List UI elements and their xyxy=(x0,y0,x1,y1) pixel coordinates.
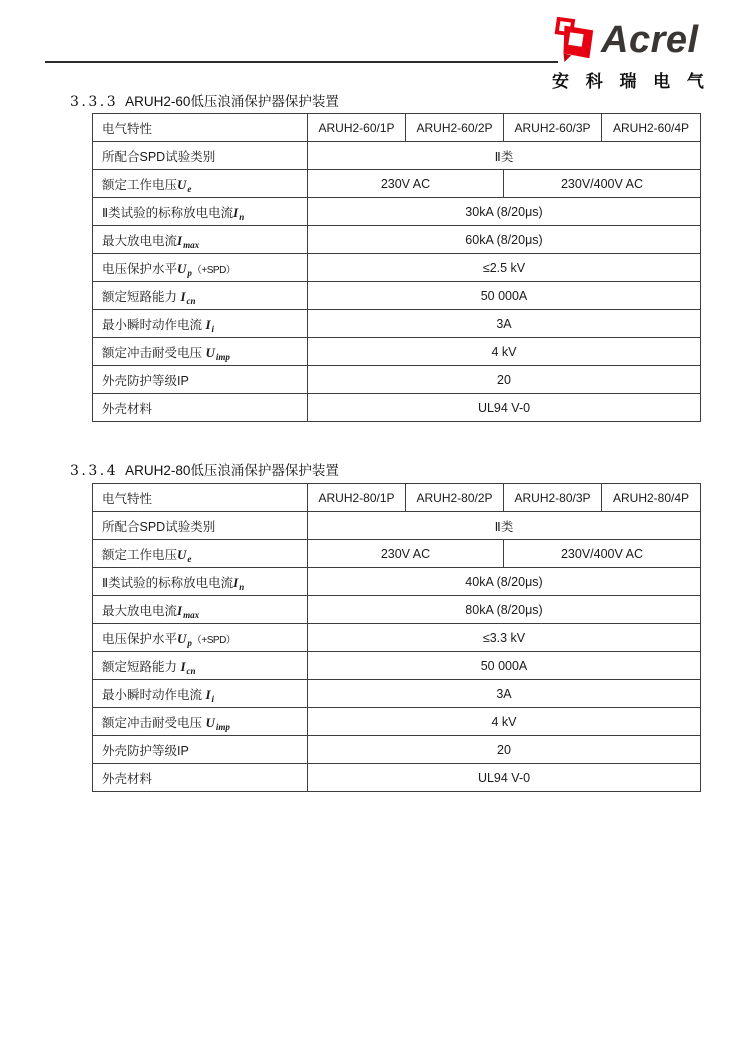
section-title-text: ARUH2-80低压浪涌保护器保护装置 xyxy=(125,463,339,478)
table-row xyxy=(93,366,701,394)
symbol-subscript: i xyxy=(211,323,215,334)
row-label-text: 额定冲击耐受电压 xyxy=(102,715,206,730)
acrel-logo xyxy=(552,15,732,92)
row-label-cell xyxy=(93,198,308,226)
table-row xyxy=(93,310,701,338)
column-header-label-cell: 电气特性 xyxy=(93,114,308,142)
row-value-cell: 4 kV xyxy=(308,708,701,736)
electrical-symbol: I xyxy=(180,658,186,674)
row-label-text: 所配合SPD试验类别 xyxy=(102,149,216,164)
row-label-cell xyxy=(93,142,308,170)
row-label-cell xyxy=(93,170,308,198)
row-label-text: 最小瞬时动作电流 xyxy=(102,687,206,702)
row-label-text: 最大放电电流 xyxy=(102,603,178,618)
row-label-text: Ⅱ类试验的标称放电电流 xyxy=(102,575,234,590)
row-label-cell xyxy=(93,652,308,680)
table-row xyxy=(93,568,701,596)
electrical-symbol: U xyxy=(177,176,187,192)
table-row xyxy=(93,394,701,422)
table-row xyxy=(93,254,701,282)
row-label-cell xyxy=(93,736,308,764)
electrical-symbol: U xyxy=(205,714,215,730)
row-label-cell xyxy=(93,568,308,596)
electrical-symbol: I xyxy=(233,204,239,220)
table-row xyxy=(93,142,701,170)
row-label-cell xyxy=(93,540,308,568)
symbol-subscript: n xyxy=(239,581,245,592)
row-value-cell: ≤2.5 kV xyxy=(308,254,701,282)
brand-chinese-name: 安 科 瑞 电 气 xyxy=(552,72,710,91)
symbol-subscript: i xyxy=(211,693,215,704)
model-header-cell: ARUH2-80/4P xyxy=(602,484,701,512)
row-label-cell xyxy=(93,394,308,422)
row-label-text: 额定冲击耐受电压 xyxy=(102,345,206,360)
logo-row xyxy=(552,15,732,65)
table-row xyxy=(93,512,701,540)
electrical-symbol: U xyxy=(205,344,215,360)
table-body xyxy=(93,484,701,792)
row-value-cell: 60kA (8/20μs) xyxy=(308,226,701,254)
row-label-cell xyxy=(93,366,308,394)
row-value-cell: 230V AC xyxy=(308,170,504,198)
row-label-text: 外壳材料 xyxy=(102,771,153,786)
table-row xyxy=(93,282,701,310)
symbol-subscript: cn xyxy=(186,665,196,676)
symbol-subscript: e xyxy=(187,553,192,564)
model-header-cell: ARUH2-60/2P xyxy=(406,114,504,142)
row-label-cell xyxy=(93,254,308,282)
row-label-text: 外壳材料 xyxy=(102,401,153,416)
electrical-symbol: I xyxy=(177,232,183,248)
row-value-cell: ≤3.3 kV xyxy=(308,624,701,652)
section-number: 3.3.4 xyxy=(70,463,119,479)
table-body xyxy=(93,114,701,422)
row-label-cell xyxy=(93,624,308,652)
row-label-cell xyxy=(93,680,308,708)
table-header-row xyxy=(93,484,701,512)
row-value-cell: 50 000A xyxy=(308,282,701,310)
row-label-cell xyxy=(93,338,308,366)
row-label-cell xyxy=(93,596,308,624)
symbol-subscript: p xyxy=(187,637,192,648)
symbol-subscript: p xyxy=(187,267,192,278)
section-title-text: ARUH2-60低压浪涌保护器保护装置 xyxy=(125,94,339,109)
electrical-symbol: U xyxy=(177,630,187,646)
symbol-subscript: cn xyxy=(186,295,196,306)
table-row xyxy=(93,226,701,254)
model-header-cell: ARUH2-60/3P xyxy=(504,114,602,142)
row-value-cell: Ⅱ类 xyxy=(308,142,701,170)
row-label-text: 额定工作电压 xyxy=(102,547,178,562)
spec-table-aruh2-80 xyxy=(92,483,701,792)
symbol-subscript: n xyxy=(239,211,245,222)
model-header-cell: ARUH2-80/3P xyxy=(504,484,602,512)
table-row xyxy=(93,652,701,680)
row-label-cell xyxy=(93,708,308,736)
table-row xyxy=(93,170,701,198)
row-label-cell xyxy=(93,226,308,254)
table-row xyxy=(93,708,701,736)
row-label-text: 最大放电电流 xyxy=(102,233,178,248)
electrical-symbol: I xyxy=(233,574,239,590)
row-value-cell: 80kA (8/20μs) xyxy=(308,596,701,624)
header-rule xyxy=(45,61,558,63)
section-title-aruh2-60 xyxy=(70,90,339,110)
symbol-note: （+SPD） xyxy=(191,264,236,276)
table-row xyxy=(93,338,701,366)
table-header-row xyxy=(93,114,701,142)
row-label-cell xyxy=(93,310,308,338)
model-header-cell: ARUH2-60/1P xyxy=(308,114,406,142)
electrical-symbol: I xyxy=(180,288,186,304)
model-header-cell: ARUH2-80/1P xyxy=(308,484,406,512)
row-label-cell xyxy=(93,764,308,792)
electrical-symbol: I xyxy=(205,686,211,702)
electrical-symbol: I xyxy=(205,316,211,332)
row-label-text: 外壳防护等级IP xyxy=(102,743,189,758)
table-row xyxy=(93,680,701,708)
electrical-symbol: U xyxy=(177,260,187,276)
section-title-aruh2-80 xyxy=(70,459,339,479)
symbol-subscript: max xyxy=(183,239,200,250)
row-label-text: 额定工作电压 xyxy=(102,177,178,192)
row-label-text: 外壳防护等级IP xyxy=(102,373,189,388)
symbol-note: （+SPD） xyxy=(191,634,236,646)
row-value-cell: 3A xyxy=(308,310,701,338)
table-row xyxy=(93,540,701,568)
symbol-subscript: imp xyxy=(215,351,230,362)
row-label-text: 额定短路能力 xyxy=(102,289,181,304)
row-label-text: Ⅱ类试验的标称放电电流 xyxy=(102,205,234,220)
symbol-subscript: max xyxy=(183,609,200,620)
brand-wordmark: Acrel xyxy=(601,19,699,61)
row-value-cell: 20 xyxy=(308,366,701,394)
section-number: 3.3.3 xyxy=(70,94,119,110)
row-value-cell: 20 xyxy=(308,736,701,764)
row-value-cell: 30kA (8/20μs) xyxy=(308,198,701,226)
row-label-text: 电压保护水平 xyxy=(102,261,178,276)
row-label-text: 电压保护水平 xyxy=(102,631,178,646)
electrical-symbol: I xyxy=(177,602,183,618)
row-value-cell: UL94 V-0 xyxy=(308,764,701,792)
row-value-cell: 230V AC xyxy=(308,540,504,568)
row-value-cell: 230V/400V AC xyxy=(504,170,701,198)
table-row xyxy=(93,764,701,792)
model-header-cell: ARUH2-80/2P xyxy=(406,484,504,512)
column-header-label-cell: 电气特性 xyxy=(93,484,308,512)
row-label-text: 所配合SPD试验类别 xyxy=(102,519,216,534)
table-row xyxy=(93,624,701,652)
row-value-cell: Ⅱ类 xyxy=(308,512,701,540)
row-label-text: 额定短路能力 xyxy=(102,659,181,674)
row-label-cell xyxy=(93,282,308,310)
row-value-cell: 4 kV xyxy=(308,338,701,366)
row-value-cell: UL94 V-0 xyxy=(308,394,701,422)
row-value-cell: 3A xyxy=(308,680,701,708)
symbol-subscript: e xyxy=(187,183,192,194)
table-row xyxy=(93,736,701,764)
model-header-cell: ARUH2-60/4P xyxy=(602,114,701,142)
row-label-cell xyxy=(93,512,308,540)
symbol-subscript: imp xyxy=(215,721,230,732)
row-value-cell: 230V/400V AC xyxy=(504,540,701,568)
spec-table-aruh2-60 xyxy=(92,113,701,422)
table-row xyxy=(93,198,701,226)
row-value-cell: 40kA (8/20μs) xyxy=(308,568,701,596)
electrical-symbol: U xyxy=(177,546,187,562)
row-label-text: 最小瞬时动作电流 xyxy=(102,317,206,332)
acrel-logo-icon xyxy=(552,17,598,63)
table-row xyxy=(93,596,701,624)
row-value-cell: 50 000A xyxy=(308,652,701,680)
